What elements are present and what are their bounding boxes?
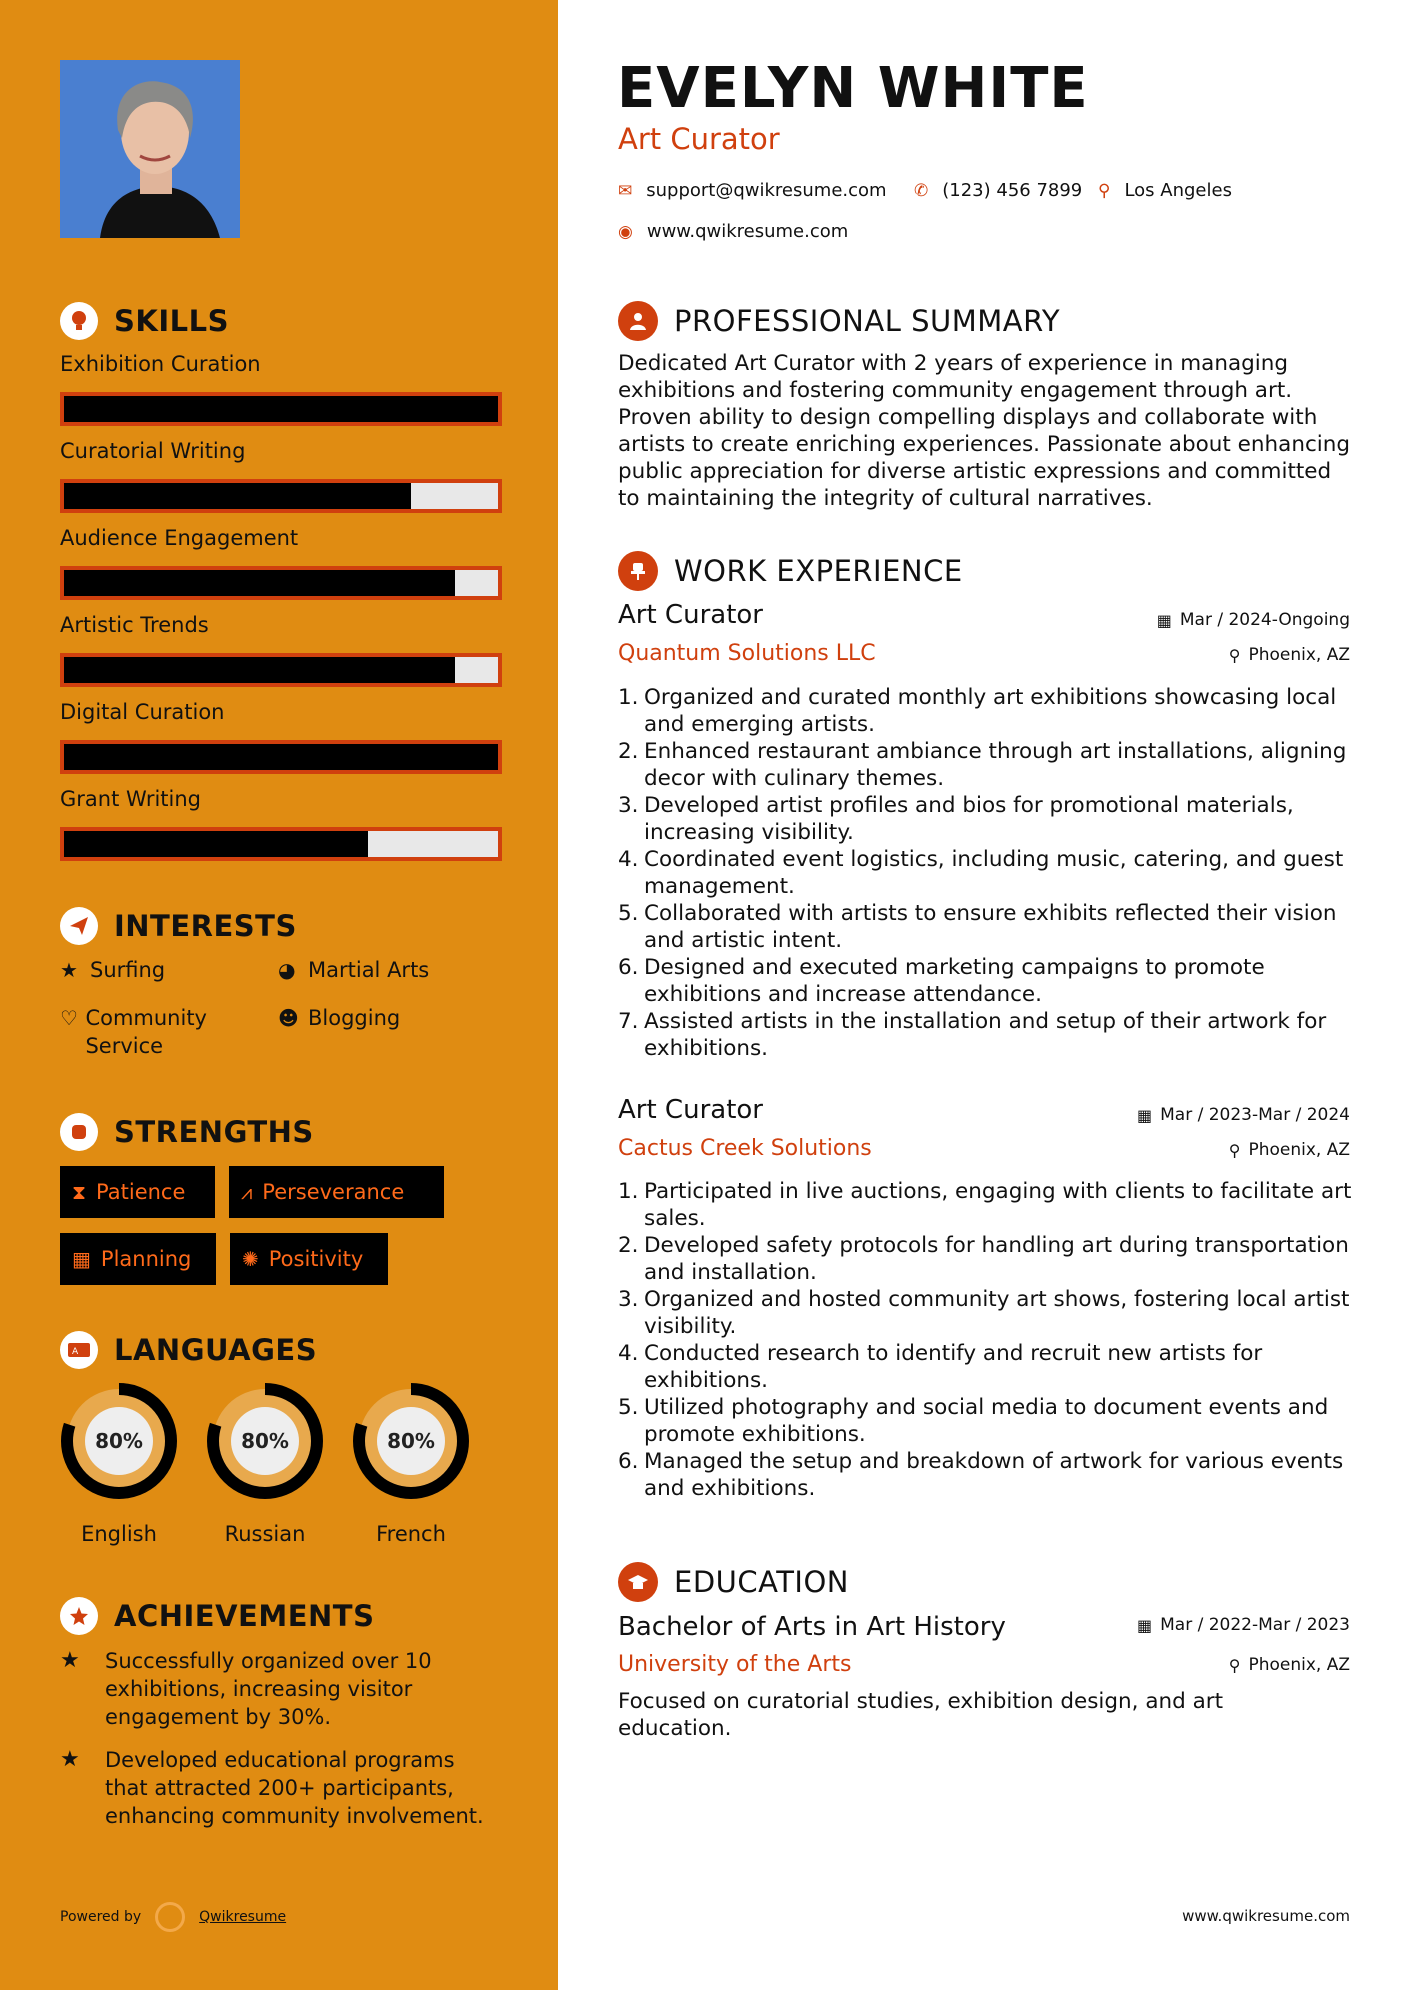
calendar-icon: ▦ xyxy=(72,1247,91,1271)
job-title: Art Curator xyxy=(618,1095,763,1125)
list-item: 1. Participated in live auctions, engaging with clients to facilitate art sales. xyxy=(618,1179,1352,1231)
skill-label: Grant Writing xyxy=(60,787,201,811)
education-title: EDUCATION xyxy=(674,1565,850,1599)
achievement-item xyxy=(60,1746,500,1830)
job-location xyxy=(1229,645,1350,665)
pin-icon: ⚲ xyxy=(1228,645,1241,665)
language-name: Russian xyxy=(224,1522,306,1546)
globe-icon: ◉ xyxy=(618,221,633,242)
strength-badge xyxy=(60,1166,215,1218)
skill-bar xyxy=(60,740,502,774)
education-location-text: Phoenix, AZ xyxy=(1248,1655,1350,1675)
candidate-name: EVELYN WHITE xyxy=(617,56,1089,121)
education-description: Focused on curatorial studies, exhibition design, and art education. xyxy=(618,1689,1224,1741)
achievements-header xyxy=(60,1597,374,1635)
powered-by xyxy=(60,1902,286,1932)
hand-icon: ♡ xyxy=(60,1006,78,1030)
interest-label: Martial Arts xyxy=(308,958,430,982)
job-location-text: Phoenix, AZ xyxy=(1248,645,1350,665)
school-name: University of the Arts xyxy=(618,1652,852,1677)
skill-bar-fill xyxy=(64,570,455,596)
footer-url[interactable]: www.qwikresume.com xyxy=(1182,1907,1350,1925)
job-location-text: Phoenix, AZ xyxy=(1248,1140,1350,1160)
phone-icon: ✆ xyxy=(914,180,929,201)
skill-label: Curatorial Writing xyxy=(60,439,246,463)
education-date-text: Mar / 2022-Mar / 2023 xyxy=(1160,1615,1350,1635)
sun-icon: ✺ xyxy=(242,1247,259,1271)
interest-label: Community Service xyxy=(85,1006,207,1058)
skill-bar-fill xyxy=(64,483,411,509)
powered-by-label: Powered by xyxy=(60,1909,142,1925)
pin-icon: ⚲ xyxy=(1228,1140,1241,1160)
list-item: 2. Developed safety protocols for handling art during transportation and installation. xyxy=(618,1233,1349,1285)
strength-badge xyxy=(229,1166,444,1218)
phone-text: (123) 456 7899 xyxy=(942,180,1083,201)
calendar-icon: ▦ xyxy=(1156,610,1172,630)
achievement-item xyxy=(60,1647,500,1731)
star-badge-icon xyxy=(60,1597,98,1635)
location-text: Los Angeles xyxy=(1124,180,1232,201)
shooting-star-icon: ★ xyxy=(60,1747,80,1772)
skill-bar xyxy=(60,653,502,687)
language-icon xyxy=(60,1331,98,1369)
contact-location xyxy=(1098,180,1232,201)
interest-label: Blogging xyxy=(308,1006,401,1030)
language-english xyxy=(58,1380,180,1546)
main-content xyxy=(558,0,1407,1990)
degree-title: Bachelor of Arts in Art History xyxy=(618,1612,1006,1642)
skill-bar xyxy=(60,827,502,861)
skill-bar-fill xyxy=(64,744,498,770)
achievement-text: Successfully organized over 10 exhibitions, increasing visitor engagement by 30%. xyxy=(105,1649,432,1729)
job-company: Cactus Creek Solutions xyxy=(618,1136,872,1161)
sidebar xyxy=(0,0,558,1990)
achievement-text: Developed educational programs that attracted 200+ participants, enhancing community involvement. xyxy=(105,1748,484,1828)
skills-title: SKILLS xyxy=(114,304,229,338)
language-french xyxy=(350,1380,472,1546)
qwikresume-logo-icon xyxy=(155,1902,185,1932)
interest-label: Surfing xyxy=(90,958,166,982)
list-item: 1. Organized and curated monthly art exhibitions showcasing local and emerging artists. xyxy=(618,685,1337,737)
calendar-icon: ▦ xyxy=(1136,1105,1153,1125)
skill-item xyxy=(60,613,502,687)
profile-photo xyxy=(60,60,240,238)
skill-item xyxy=(60,700,502,774)
interests-header xyxy=(60,907,297,945)
fist-icon xyxy=(60,1113,98,1151)
svg-text:A: A xyxy=(72,1347,79,1357)
calendar-icon: ▦ xyxy=(1136,1615,1153,1635)
language-russian xyxy=(204,1380,326,1546)
globe-icon: ◕ xyxy=(278,958,296,982)
skill-bar-fill xyxy=(64,396,498,422)
skill-label: Exhibition Curation xyxy=(60,352,261,376)
strength-label: Planning xyxy=(100,1247,192,1271)
languages-title: LANGUAGES xyxy=(114,1333,318,1367)
skill-label: Artistic Trends xyxy=(60,613,209,637)
job-date xyxy=(1157,610,1350,630)
graduation-icon xyxy=(618,1562,658,1602)
email-text: support@qwikresume.com xyxy=(646,180,887,201)
chair-icon xyxy=(618,551,658,591)
skill-bar xyxy=(60,566,502,600)
skill-bar-fill xyxy=(64,657,455,683)
list-item: 7. Assisted artists in the installation and setup of their artwork for exhibitions. xyxy=(618,1009,1327,1061)
job-date-text: Mar / 2023-Mar / 2024 xyxy=(1160,1105,1350,1125)
list-item: 2. Enhanced restaurant ambiance through art installations, aligning decor with culinary themes. xyxy=(618,739,1347,791)
list-item: 6. Designed and executed marketing campaigns to promote exhibitions and increase attendance. xyxy=(618,955,1265,1007)
strengths-title: STRENGTHS xyxy=(114,1115,314,1149)
skill-bar xyxy=(60,479,502,513)
list-item: 5. Utilized photography and social media to document events and promote exhibitions. xyxy=(618,1395,1329,1447)
star-icon: ★ xyxy=(60,958,78,982)
hourglass-icon: ⧗ xyxy=(72,1180,87,1204)
skill-bar xyxy=(60,392,502,426)
experience-header xyxy=(618,551,963,591)
interest-item xyxy=(278,956,429,984)
list-item: 3. Developed artist profiles and bios for promotional materials, increasing visibility. xyxy=(618,793,1294,845)
achievements-title: ACHIEVEMENTS xyxy=(114,1599,375,1633)
shooting-star-icon: ★ xyxy=(60,1648,80,1673)
list-item: 5. Collaborated with artists to ensure exhibits reflected their vision and artistic intent. xyxy=(618,901,1337,953)
job-date-text: Mar / 2024-Ongoing xyxy=(1179,610,1350,630)
strength-label: Perseverance xyxy=(262,1180,405,1204)
skill-label: Digital Curation xyxy=(60,700,225,724)
skill-item xyxy=(60,787,502,861)
skills-header xyxy=(60,302,229,340)
map-pin-icon: ⚲ xyxy=(1098,180,1111,201)
interest-item xyxy=(60,956,165,984)
job-location xyxy=(1229,1140,1350,1160)
language-ring xyxy=(350,1380,472,1502)
user-icon xyxy=(618,301,658,341)
list-item: 4. Conducted research to identify and recruit new artists for exhibitions. xyxy=(618,1341,1263,1393)
strength-badge xyxy=(230,1233,388,1285)
interests-title: INTERESTS xyxy=(114,909,297,943)
candidate-role: Art Curator xyxy=(618,122,780,156)
language-ring xyxy=(58,1380,180,1502)
language-percent: 80% xyxy=(241,1429,289,1453)
skill-label: Audience Engagement xyxy=(60,526,299,550)
job-bullets xyxy=(618,1178,1358,1502)
paper-plane-icon xyxy=(60,907,98,945)
envelope-icon: ✉ xyxy=(618,180,633,201)
education-header xyxy=(618,1562,849,1602)
experience-title: WORK EXPERIENCE xyxy=(674,554,963,588)
job-company: Quantum Solutions LLC xyxy=(618,641,876,666)
website-text: www.qwikresume.com xyxy=(646,221,849,242)
job-bullets xyxy=(618,684,1358,1062)
users-icon: ☻ xyxy=(278,1006,299,1030)
job-title: Art Curator xyxy=(618,600,763,630)
strength-label: Positivity xyxy=(268,1247,364,1271)
language-percent: 80% xyxy=(95,1429,143,1453)
strength-badge xyxy=(60,1233,216,1285)
strength-label: Patience xyxy=(96,1180,186,1204)
interest-item xyxy=(60,1004,260,1060)
summary-text: Dedicated Art Curator with 2 years of experience in managing exhibitions and fostering community engagement through art. Proven ability to design compelling displays and collaborate with artists to create enriching experiences. Passionate about enhancing public appreciation for diverse artistic expressions and committed to maintaining the integrity of cultural narratives. xyxy=(618,351,1351,511)
strengths-header xyxy=(60,1113,314,1151)
skill-item xyxy=(60,526,502,600)
skill-bar-fill xyxy=(64,831,368,857)
language-name: French xyxy=(376,1522,446,1546)
contact-email[interactable] xyxy=(618,180,887,201)
language-ring xyxy=(204,1380,326,1502)
skill-item xyxy=(60,352,502,426)
education-location xyxy=(1229,1655,1350,1675)
road-icon: ⩘ xyxy=(241,1180,253,1204)
contact-website[interactable] xyxy=(618,221,848,242)
summary-header xyxy=(618,301,1060,341)
list-item: 6. Managed the setup and breakdown of artwork for various events and exhibitions. xyxy=(618,1449,1344,1501)
qwikresume-link[interactable]: Qwikresume xyxy=(199,1909,287,1925)
languages-header xyxy=(60,1331,317,1369)
summary-title: PROFESSIONAL SUMMARY xyxy=(674,304,1061,338)
list-item: 3. Organized and hosted community art shows, fostering local artist visibility. xyxy=(618,1287,1350,1339)
job-date xyxy=(1137,1105,1350,1125)
language-name: English xyxy=(81,1522,157,1546)
interest-item xyxy=(278,1004,400,1032)
skill-item xyxy=(60,439,502,513)
language-percent: 80% xyxy=(387,1429,435,1453)
lightbulb-icon xyxy=(60,302,98,340)
list-item: 4. Coordinated event logistics, including music, catering, and guest management. xyxy=(618,847,1344,899)
education-date xyxy=(1137,1615,1350,1635)
pin-icon: ⚲ xyxy=(1228,1655,1241,1675)
contact-phone[interactable] xyxy=(914,180,1082,201)
